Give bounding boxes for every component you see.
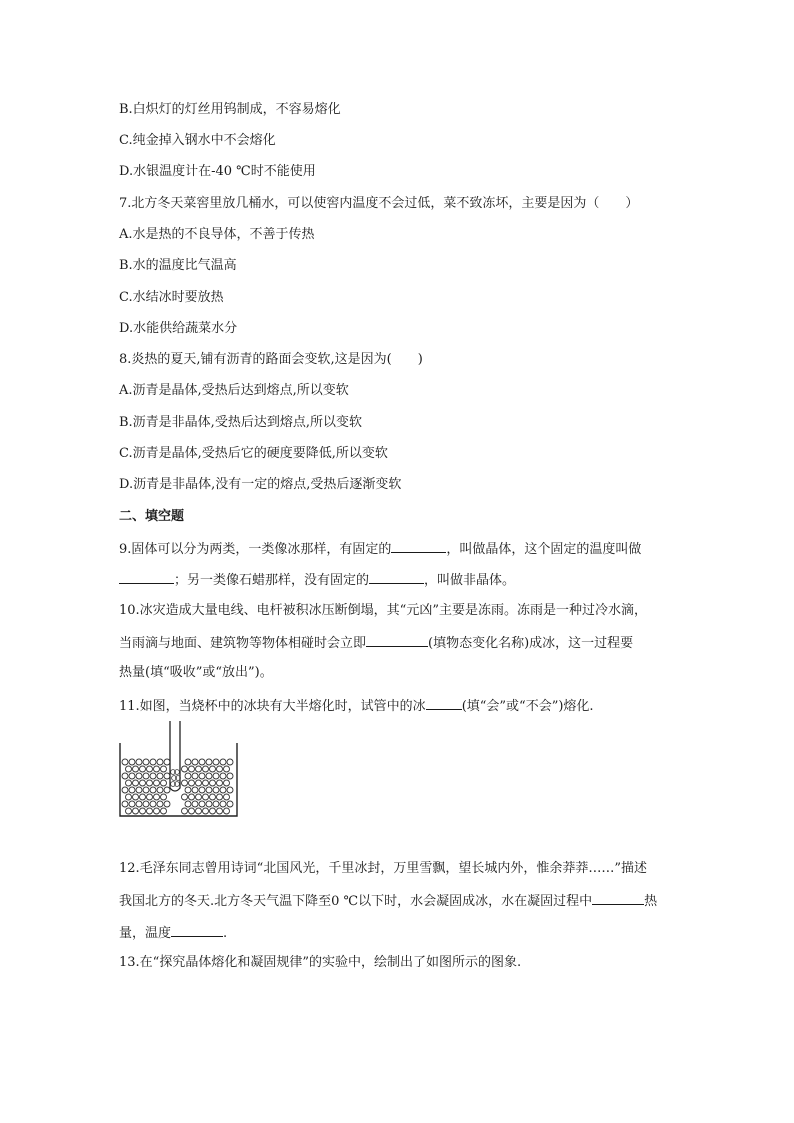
ice-block [182,794,188,800]
ice-block [150,759,156,765]
section-heading-fill-in: 二、填空题 [119,509,185,524]
ice-block [227,773,233,779]
ice-block [133,780,139,786]
q9-line-1 [119,540,641,558]
ice-block [157,801,163,807]
ice-block [199,787,205,793]
ice-block [203,808,209,814]
q11-text-a: 11.如图，当烧杯中的冰块有大半熔化时，试管中的冰 [119,699,426,714]
ice-block [203,794,209,800]
ice-block [189,808,195,814]
q12-line-3 [119,924,227,942]
q12-line-1: 12.毛泽东同志曾用诗词“北国风光，千里冰封，万里雪飘，望长城内外，惟余莽莽……”描述 [119,861,647,876]
ice-block [199,773,205,779]
ice-block [161,780,167,786]
ice-block [150,801,156,807]
q10-text-2b: (填物态变化名称)成冰，这一过程要 [428,636,634,651]
ice-block [161,766,167,772]
ice-block [136,801,142,807]
ice-block [136,773,142,779]
q6-option-d: D.水银温度计在-40 ℃时不能使用 [119,164,316,179]
ice-block [129,787,135,793]
q12-text-2a: 我国北方的冬天.北方冬天气温下降至0 ℃以下时，水会凝固成冰，水在凝固过程中 [119,894,593,909]
ice-block [143,787,149,793]
ice-block [185,759,191,765]
ice-block [210,780,216,786]
ice-block [164,759,170,765]
ice-block [224,780,230,786]
q7-option-b: B.水的温度比气温高 [119,258,237,273]
ice-block [224,766,230,772]
q12-line-2 [119,892,657,910]
ice-block [189,766,195,772]
ice-block [122,773,128,779]
ice-block [136,787,142,793]
ice-block [185,801,191,807]
ice-block [213,787,219,793]
ice-block [140,794,146,800]
ice-block [126,780,132,786]
q8-stem: 8.炎热的夏天,铺有沥青的路面会变软,这是因为( ) [119,352,423,367]
ice-block [227,801,233,807]
ice-block [206,759,212,765]
q9-line-2 [119,571,515,589]
ice-block [199,801,205,807]
ice-block [217,780,223,786]
answer-blank[interactable] [119,571,174,584]
q10-line-1: 10.冰灾造成大量电线、电杆被积冰压断倒塌，其“元凶”主要是冻雨。冻雨是一种过冷水滴， [119,603,647,618]
q9-text-2a: ；另一类像石蜡那样，没有固定的 [174,573,370,588]
ice-block [122,759,128,765]
q12-text-2b: 热 [644,894,658,909]
q7-option-d: D.水能供给蔬菜水分 [119,321,238,336]
ice-block [126,808,132,814]
ice-block [206,787,212,793]
ice-block [189,794,195,800]
ice-block [185,773,191,779]
ice-block [133,794,139,800]
ice-block [213,801,219,807]
q12-text-3b: . [223,926,228,941]
q9-text-1a: 9.固体可以分为两类，一类像冰那样，有固定的 [119,542,392,557]
ice-block [147,794,153,800]
ice-block [164,773,170,779]
ice-block [185,787,191,793]
q8-option-b: B.沥青是非晶体,受热后达到熔点,所以变软 [119,415,362,430]
ice-block [217,794,223,800]
q8-option-d: D.沥青是非晶体,没有一定的熔点,受热后逐渐变软 [119,477,402,492]
ice-block [227,787,233,793]
q6-option-c: C.纯金掉入钢水中不会熔化 [119,133,276,148]
q9-text-2b: ，叫做非晶体。 [424,573,516,588]
ice-block [210,766,216,772]
beaker-figure [119,720,239,824]
ice-block [150,787,156,793]
ice-block [203,766,209,772]
ice-block [196,808,202,814]
q11-text-b: (填“会”或“不会”)熔化. [461,699,594,714]
ice-block [157,787,163,793]
ice-block [157,773,163,779]
ice-block [133,766,139,772]
ice-block [122,801,128,807]
ice-block [227,759,233,765]
q8-option-a: A.沥青是晶体,受热后达到熔点,所以变软 [119,383,349,398]
q8-option-c: C.沥青是晶体,受热后它的硬度要降低,所以变软 [119,446,388,461]
ice-block [150,773,156,779]
ice-block [192,787,198,793]
ice-block [140,780,146,786]
ice-block [143,759,149,765]
q10-line-3: 热量(填“吸收”或“放出”)。 [119,665,273,680]
ice-block [189,780,195,786]
ice-block [206,773,212,779]
ice-block [157,759,163,765]
ice-block [147,766,153,772]
ice-block [126,766,132,772]
ice-block [154,766,160,772]
ice-block [224,808,230,814]
ice-block [182,780,188,786]
ice-block [213,773,219,779]
ice-block [161,794,167,800]
ice-block [164,801,170,807]
ice-block [147,780,153,786]
ice-block [206,801,212,807]
ice-block [129,773,135,779]
ice-block [136,759,142,765]
ice-block [217,766,223,772]
ice-block [196,780,202,786]
ice-block [203,780,209,786]
q7-option-c: C.水结冰时要放热 [119,290,224,305]
ice-block [126,794,132,800]
answer-blank[interactable] [171,924,223,937]
beaker-with-test-tube-diagram [119,720,239,820]
answer-blank[interactable] [366,634,428,647]
q13-stem: 13.在“探究晶体熔化和凝固规律”的实验中，绘制出了如图所示的图象. [119,955,522,970]
answer-blank[interactable] [592,892,644,905]
ice-block [217,808,223,814]
ice-block [161,808,167,814]
answer-blank[interactable] [369,571,424,584]
q11-stem [119,697,594,715]
q10-line-2 [119,634,633,652]
ice-block [220,759,226,765]
ice-block [129,801,135,807]
ice-block [143,801,149,807]
answer-blank[interactable] [391,540,446,553]
q7-stem: 7.北方冬天菜窖里放几桶水，可以使窖内温度不会过低，菜不致冻坏，主要是因为（ ） [119,196,639,211]
ice-block [164,787,170,793]
ice-block [210,808,216,814]
ice-block [140,766,146,772]
ice-block [220,801,226,807]
ice-block [154,808,160,814]
ice-block [192,801,198,807]
ice-block [147,808,153,814]
ice-block [196,794,202,800]
ice-block [192,773,198,779]
ice-block [192,759,198,765]
ice-block [122,787,128,793]
ice-block [129,759,135,765]
ice-block [182,766,188,772]
answer-blank[interactable] [426,697,462,710]
ice-block [199,759,205,765]
q6-option-b: B.白炽灯的灯丝用钨制成，不容易熔化 [119,102,341,117]
ice-block [182,808,188,814]
ice-block [220,787,226,793]
q12-text-3a: 量，温度 [119,926,172,941]
ice-block [154,780,160,786]
ice-block [196,766,202,772]
ice-block [140,808,146,814]
ice-block [220,773,226,779]
ice-block [133,808,139,814]
q9-text-1b: ，叫做晶体，这个固定的温度叫做 [446,542,642,557]
ice-block [154,794,160,800]
ice-block [224,794,230,800]
q10-text-2a: 当雨滴与地面、建筑物等物体相碰时会立即 [119,636,367,651]
q7-option-a: A.水是热的不良导体，不善于传热 [119,227,315,242]
ice-block [210,794,216,800]
ice-block [143,773,149,779]
ice-block [213,759,219,765]
